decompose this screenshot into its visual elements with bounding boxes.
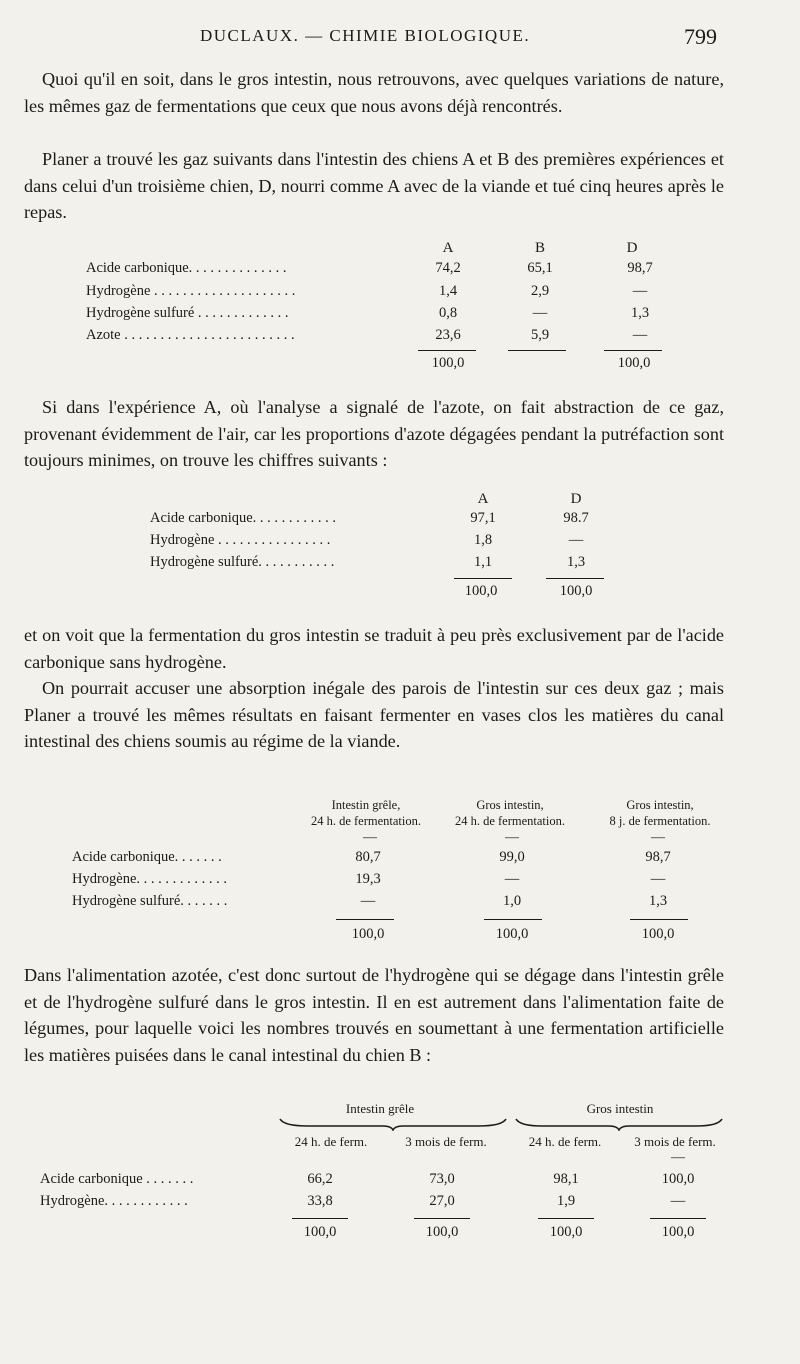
table1-total: 100,0 — [431, 355, 465, 371]
table2-row-label: Hydrogène sulfuré. . . . . . . . . . . — [150, 554, 335, 570]
table3-sum-rule — [484, 919, 542, 920]
table4-group-header: Gros intestin — [586, 1101, 654, 1116]
table3-row-label: Hydrogène. . . . . . . . . . . . . — [72, 871, 228, 887]
table1-col-b: B — [534, 240, 545, 256]
table3-cell: — — [360, 893, 376, 909]
paragraph-3: Si dans l'expérience A, où l'analyse a signalé de l'azote, on fait abstraction de ce gaz, provenant évidemment de l'air, car les proportions d'azote dégagées pendant la putréfaction sont toujours minimes, on trouve les chiffres suivants : — [24, 397, 724, 470]
running-header — [0, 26, 800, 52]
table4-cell: — — [670, 1193, 686, 1209]
table4-group-brace — [278, 1117, 508, 1131]
table4-total: 100,0 — [425, 1224, 459, 1240]
table3-total: 100,0 — [495, 926, 529, 942]
table3-col-header-line2: 24 h. de fermentation. — [454, 814, 566, 828]
table2-col-d: D — [570, 491, 582, 507]
table1-sum-rule — [604, 350, 662, 351]
table3-col-header-line2: 24 h. de fermentation. — [310, 814, 422, 828]
table4-cell: 73,0 — [429, 1171, 455, 1187]
table1-row-label: Acide carbonique. . . . . . . . . . . . . . — [86, 260, 287, 276]
paragraph-4: et on voit que la fermentation du gros intestin se traduit à peu près exclusivement par de l'acide carbonique sans hydrogène. — [24, 625, 724, 672]
table1-row-label: Hydrogène . . . . . . . . . . . . . . . . . . . . — [86, 283, 296, 299]
table2-row-label: Hydrogène . . . . . . . . . . . . . . . . — [150, 532, 331, 548]
table2-cell: 1,8 — [473, 532, 493, 548]
table3-header-dash: — — [505, 830, 519, 845]
table4-col-header: 3 mois de ferm. — [405, 1134, 487, 1149]
table4-total: 100,0 — [303, 1224, 337, 1240]
table1-sum-rule — [508, 350, 566, 351]
table2-cell: 97,1 — [470, 510, 496, 526]
table2-cell: 98.7 — [563, 510, 589, 526]
table1-cell: 5,9 — [530, 327, 550, 343]
table4-col-header: 24 h. de ferm. — [528, 1134, 602, 1149]
table4-cell: 66,2 — [307, 1171, 333, 1187]
table3-sum-rule — [630, 919, 688, 920]
table2-col-a: A — [477, 491, 489, 507]
table3-header-dash: — — [651, 830, 665, 845]
table1-cell: — — [632, 283, 648, 299]
table1-cell: 98,7 — [627, 260, 653, 276]
table4-row-label: Acide carbonique . . . . . . . — [40, 1171, 194, 1187]
table4-sum-rule — [414, 1218, 470, 1219]
table1-col-a: A — [442, 240, 454, 256]
table3-cell: 99,0 — [499, 849, 525, 865]
table1-sum-rule — [418, 350, 476, 351]
table2-total: 100,0 — [559, 583, 593, 599]
table3-col-header-line1: Gros intestin, — [626, 798, 694, 812]
table1-row-label: Hydrogène sulfuré . . . . . . . . . . . . . — [86, 305, 289, 321]
table3-cell: 80,7 — [355, 849, 381, 865]
table3-cell: 98,7 — [645, 849, 671, 865]
paragraph-1: Quoi qu'il en soit, dans le gros intestin, nous retrouvons, avec quelques variations de nature, les mêmes gaz de fermentations que ceux que nous avons déjà rencontrés. — [24, 69, 724, 116]
running-title: DUCLAUX. — CHIMIE BIOLOGIQUE. — [200, 26, 531, 45]
page-number: 799 — [684, 24, 717, 49]
table3-col-header-line1: Intestin grêle, — [331, 798, 401, 812]
table2-cell: — — [568, 532, 584, 548]
table4-col-header: 24 h. de ferm. — [294, 1134, 368, 1149]
table2-cell: 1,1 — [473, 554, 493, 570]
table4-cell: 98,1 — [553, 1171, 579, 1187]
table3-cell: 1,0 — [502, 893, 522, 909]
table3-row-label: Hydrogène sulfuré. . . . . . . — [72, 893, 228, 909]
table4-total: 100,0 — [549, 1224, 583, 1240]
table4-cell: 1,9 — [556, 1193, 576, 1209]
table3-cell: 19,3 — [355, 871, 381, 887]
table2-sum-rule — [454, 578, 512, 579]
table4-cell: 33,8 — [307, 1193, 333, 1209]
table4-row-label: Hydrogène. . . . . . . . . . . . — [40, 1193, 188, 1209]
table4-sum-rule — [650, 1218, 706, 1219]
table1-total: 100,0 — [617, 355, 651, 371]
table3-header-dash: — — [363, 830, 377, 845]
table1-cell: 74,2 — [435, 260, 461, 276]
table1-cell: — — [532, 305, 548, 321]
table1-cell: 1,3 — [630, 305, 650, 321]
table3-col-header-line1: Gros intestin, — [476, 798, 544, 812]
table1-row-label: Azote . . . . . . . . . . . . . . . . . . . . . . . . — [86, 327, 295, 343]
table3-sum-rule — [336, 919, 394, 920]
table2-row-label: Acide carbonique. . . . . . . . . . . . — [150, 510, 337, 526]
table1-cell: 0,8 — [438, 305, 458, 321]
table3-cell: — — [504, 871, 520, 887]
table3-cell: — — [650, 871, 666, 887]
table4-total: 100,0 — [661, 1224, 695, 1240]
table3-col-header-line2: 8 j. de fermentation. — [609, 814, 711, 828]
table3-row-label: Acide carbonique. . . . . . . — [72, 849, 222, 865]
table1-cell: 65,1 — [527, 260, 553, 276]
table3-cell: 1,3 — [648, 893, 668, 909]
table2-sum-rule — [546, 578, 604, 579]
table4-sum-rule — [292, 1218, 348, 1219]
table2-cell: 1,3 — [566, 554, 586, 570]
table4-group-brace — [514, 1117, 724, 1131]
table4-cell: 27,0 — [429, 1193, 455, 1209]
table3-total: 100,0 — [641, 926, 675, 942]
table4-cell: 100,0 — [661, 1171, 695, 1187]
table4-header-dash: — — [671, 1150, 685, 1165]
table4-col-header: 3 mois de ferm. — [634, 1134, 716, 1149]
paragraph-2: Planer a trouvé les gaz suivants dans l'intestin des chiens A et B des premières expériences et dans celui d'un troisième chien, D, nourri comme A avec de la viande et tué cinq heures après le repas. — [24, 149, 724, 222]
table2-total: 100,0 — [464, 583, 498, 599]
table3-total: 100,0 — [351, 926, 385, 942]
table1-cell: 2,9 — [530, 283, 550, 299]
table1-col-d: D — [626, 240, 638, 256]
table4-group-header: Intestin grêle — [345, 1101, 415, 1116]
table1-cell: 23,6 — [435, 327, 461, 343]
table4-sum-rule — [538, 1218, 594, 1219]
table1-cell: — — [632, 327, 648, 343]
table1-cell: 1,4 — [438, 283, 458, 299]
paragraph-5: On pourrait accuser une absorption inégale des parois de l'intestin sur ces deux gaz ; mais Planer a trouvé les mêmes résultats en faisant fermenter en vases clos les matières du canal intestinal des chiens soumis au régime de la viande. — [24, 678, 724, 751]
paragraph-6: Dans l'alimentation azotée, c'est donc surtout de l'hydrogène qui se dégage dans l'intestin grêle et de l'hydrogène sulfuré dans le gros intestin. Il en est autrement dans l'alimentation faite de légumes, pour laquelle voici les nombres trouvés en soumettant à une fermentation artificielle les matières puisées dans le canal intestinal du chien B : — [24, 965, 724, 1065]
